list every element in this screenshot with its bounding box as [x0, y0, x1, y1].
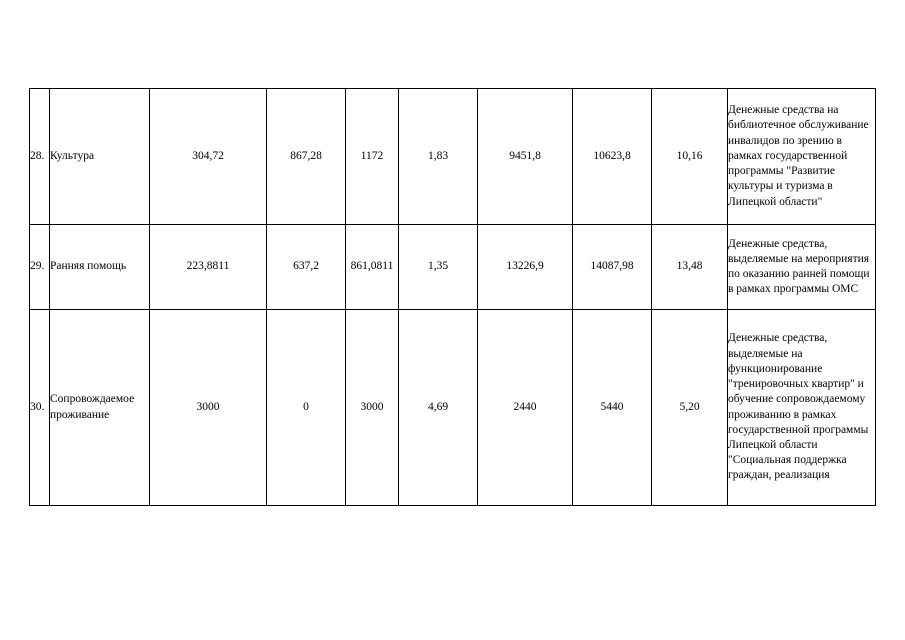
value-cell: 9451,8: [478, 89, 573, 225]
value-cell: 3000: [150, 310, 267, 506]
value-cell: 3000: [346, 310, 399, 506]
row-number: 29.: [30, 225, 50, 310]
row-note: Денежные средства, выделяемые на функционирование "тренировочных квартир" и обучение сопровождаемому проживанию в рамках государственной программы Липецкой области "Социальная поддержка граждан, реализация: [728, 310, 876, 506]
value-cell: 861,0811: [346, 225, 399, 310]
value-cell: 1,35: [399, 225, 478, 310]
value-cell: 304,72: [150, 89, 267, 225]
table-row: [30, 310, 876, 506]
table-row: [30, 89, 876, 225]
value-cell: 5,20: [652, 310, 728, 506]
value-cell: 4,69: [399, 310, 478, 506]
value-cell: 223,8811: [150, 225, 267, 310]
row-name: Сопровождаемое проживание: [50, 310, 150, 506]
value-cell: 10,16: [652, 89, 728, 225]
row-number: 30.: [30, 310, 50, 506]
row-name: Культура: [50, 89, 150, 225]
value-cell: 14087,98: [573, 225, 652, 310]
row-note: Денежные средства на библиотечное обслуживание инвалидов по зрению в рамках государственной программы "Развитие культуры и туризма в Липецкой области": [728, 89, 876, 225]
value-cell: 10623,8: [573, 89, 652, 225]
row-number: 28.: [30, 89, 50, 225]
value-cell: 13226,9: [478, 225, 573, 310]
value-cell: 0: [267, 310, 346, 506]
value-cell: 1,83: [399, 89, 478, 225]
value-cell: 637,2: [267, 225, 346, 310]
value-cell: 13,48: [652, 225, 728, 310]
value-cell: 5440: [573, 310, 652, 506]
table-row: [30, 225, 876, 310]
value-cell: 867,28: [267, 89, 346, 225]
data-table: [29, 88, 876, 506]
value-cell: 2440: [478, 310, 573, 506]
row-note: Денежные средства, выделяемые на мероприятия по оказанию ранней помощи в рамках программы ОМС: [728, 225, 876, 310]
value-cell: 1172: [346, 89, 399, 225]
row-name: Ранняя помощь: [50, 225, 150, 310]
